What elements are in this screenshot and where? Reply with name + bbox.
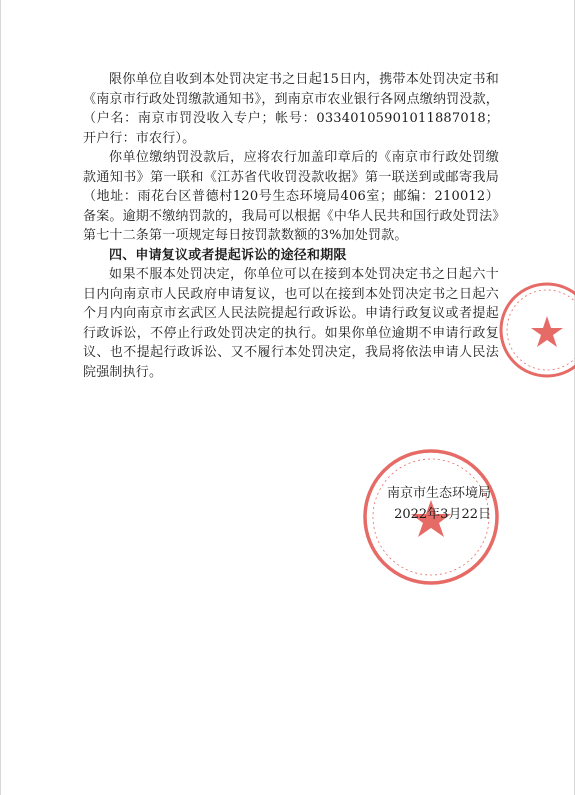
document-body xyxy=(83,70,499,382)
issue-date: 2022年3月22日 xyxy=(394,507,491,522)
paragraph-payment-deadline: 限你单位自收到本处罚决定书之日起15日内，携带本处罚决定书和《南京市行政处罚缴款通知书》，到南京市农业银行各网点缴纳罚没款，（户名：南京市罚没收入专户；帐号：03340105901011887018；开户行：市农行）。 xyxy=(83,72,499,146)
section-heading-appeal: 四、申请复议或者提起诉讼的途径和期限 xyxy=(109,247,347,263)
paragraph-appeal-rights: 如果不服本处罚决定，你单位可以在接到本处罚决定书之日起六十日内向南京市人民政府申请复议，也可以在接到本处罚决定书之日起六个月内向南京市玄武区人民法院提起行政诉讼。申请行政复议或者提起行政诉讼，不停止行政处罚决定的执行。如果你单位逾期不申请行政复议、也不提起行政诉讼、又不履行本处罚决定，我局将依法申请人民法院强制执行。 xyxy=(83,267,499,380)
paragraph-payment-filing: 你单位缴纳罚没款后，应将农行加盖印章后的《南京市行政处罚缴款通知书》第一联和《江苏省代收罚没款收据》第一联送到或邮寄我局（地址：雨花台区普德村120号生态环境局406室；邮编：210012）备案。逾期不缴纳罚款的，我局可以根据《中华人民共和国行政处罚法》第七十二条第一项规定每日按罚款数额的3%加处罚款。 xyxy=(83,150,499,243)
signature-block xyxy=(351,483,491,525)
seam-seal xyxy=(489,272,575,382)
issuer-name: 南京市生态环境局 xyxy=(386,486,491,501)
